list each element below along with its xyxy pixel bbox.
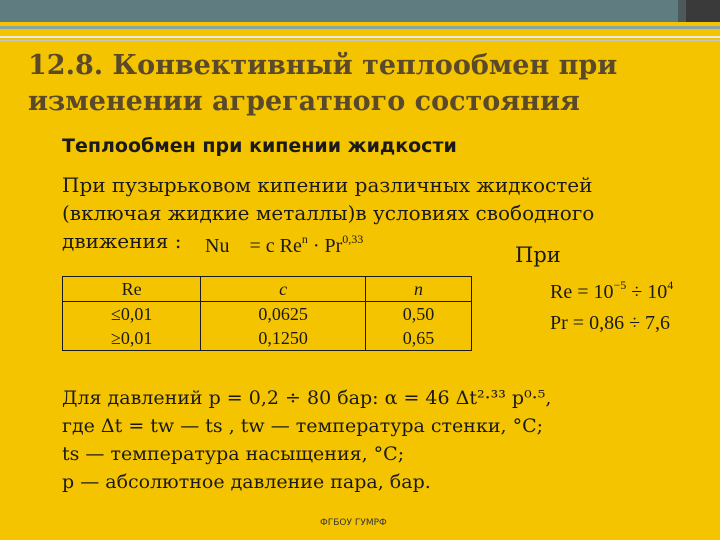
pressure-line-2: где Δt = tw — ts , tw — температура стенки, °C; (62, 415, 544, 437)
header-rule (0, 26, 720, 29)
table-cell: ≥0,01 (63, 326, 201, 351)
formula-exp-pr: 0,33 (342, 232, 364, 246)
pressure-line-4: p — абсолютное давление пара, бар. (62, 471, 431, 493)
table-cell: 0,50 (365, 302, 471, 327)
coefficients-table (62, 276, 472, 351)
table-cell: 0,0625 (201, 302, 366, 327)
table-cell: 0,65 (365, 326, 471, 351)
re-range-exp2: 4 (667, 278, 674, 292)
header-rule-thin (0, 40, 720, 41)
formula-lhs: Nu (205, 235, 230, 257)
table-row (63, 326, 472, 351)
nusselt-formula (205, 232, 363, 258)
table-header-re: Re (63, 277, 201, 302)
top-bar-corner (686, 0, 720, 22)
top-bar (0, 0, 720, 22)
re-range-text: Re = 10 (550, 281, 614, 303)
top-bar-accent (678, 0, 686, 22)
pressure-line-1: Для давлений p = 0,2 ÷ 80 бар: α = 46 Δt²·³³ p⁰·⁵, (62, 387, 552, 409)
condition-label: При (515, 243, 561, 267)
formula-pr: · Pr (312, 235, 343, 257)
slide-subtitle: Теплообмен при кипении жидкости (62, 135, 457, 157)
pr-range: Pr = 0,86 ÷ 7,6 (550, 312, 671, 334)
pressure-block (62, 384, 702, 496)
formula-rhs: = c Re (249, 235, 302, 257)
re-range-exp1: −5 (613, 278, 627, 292)
re-range (550, 278, 673, 304)
body-text: При пузырьковом кипении различных жидкостей (включая жидкие металлы)в условиях свободного движения : (62, 173, 595, 253)
table-header-c: c (201, 277, 366, 302)
formula-exp-n: n (301, 232, 308, 246)
header-rule-light (0, 36, 720, 38)
table-cell: 0,1250 (201, 326, 366, 351)
re-range-mid: ÷ 10 (626, 281, 668, 303)
table-cell: ≤0,01 (63, 302, 201, 327)
footer-text: ФГБОУ ГУМРФ (320, 518, 387, 528)
table-header-row (63, 277, 472, 302)
slide-title: 12.8. Конвективный теплообмен при изменении агрегатного состояния (28, 50, 618, 117)
table-row (63, 302, 472, 327)
table-header-n: n (365, 277, 471, 302)
pressure-line-3: ts — температура насыщения, °C; (62, 443, 405, 465)
